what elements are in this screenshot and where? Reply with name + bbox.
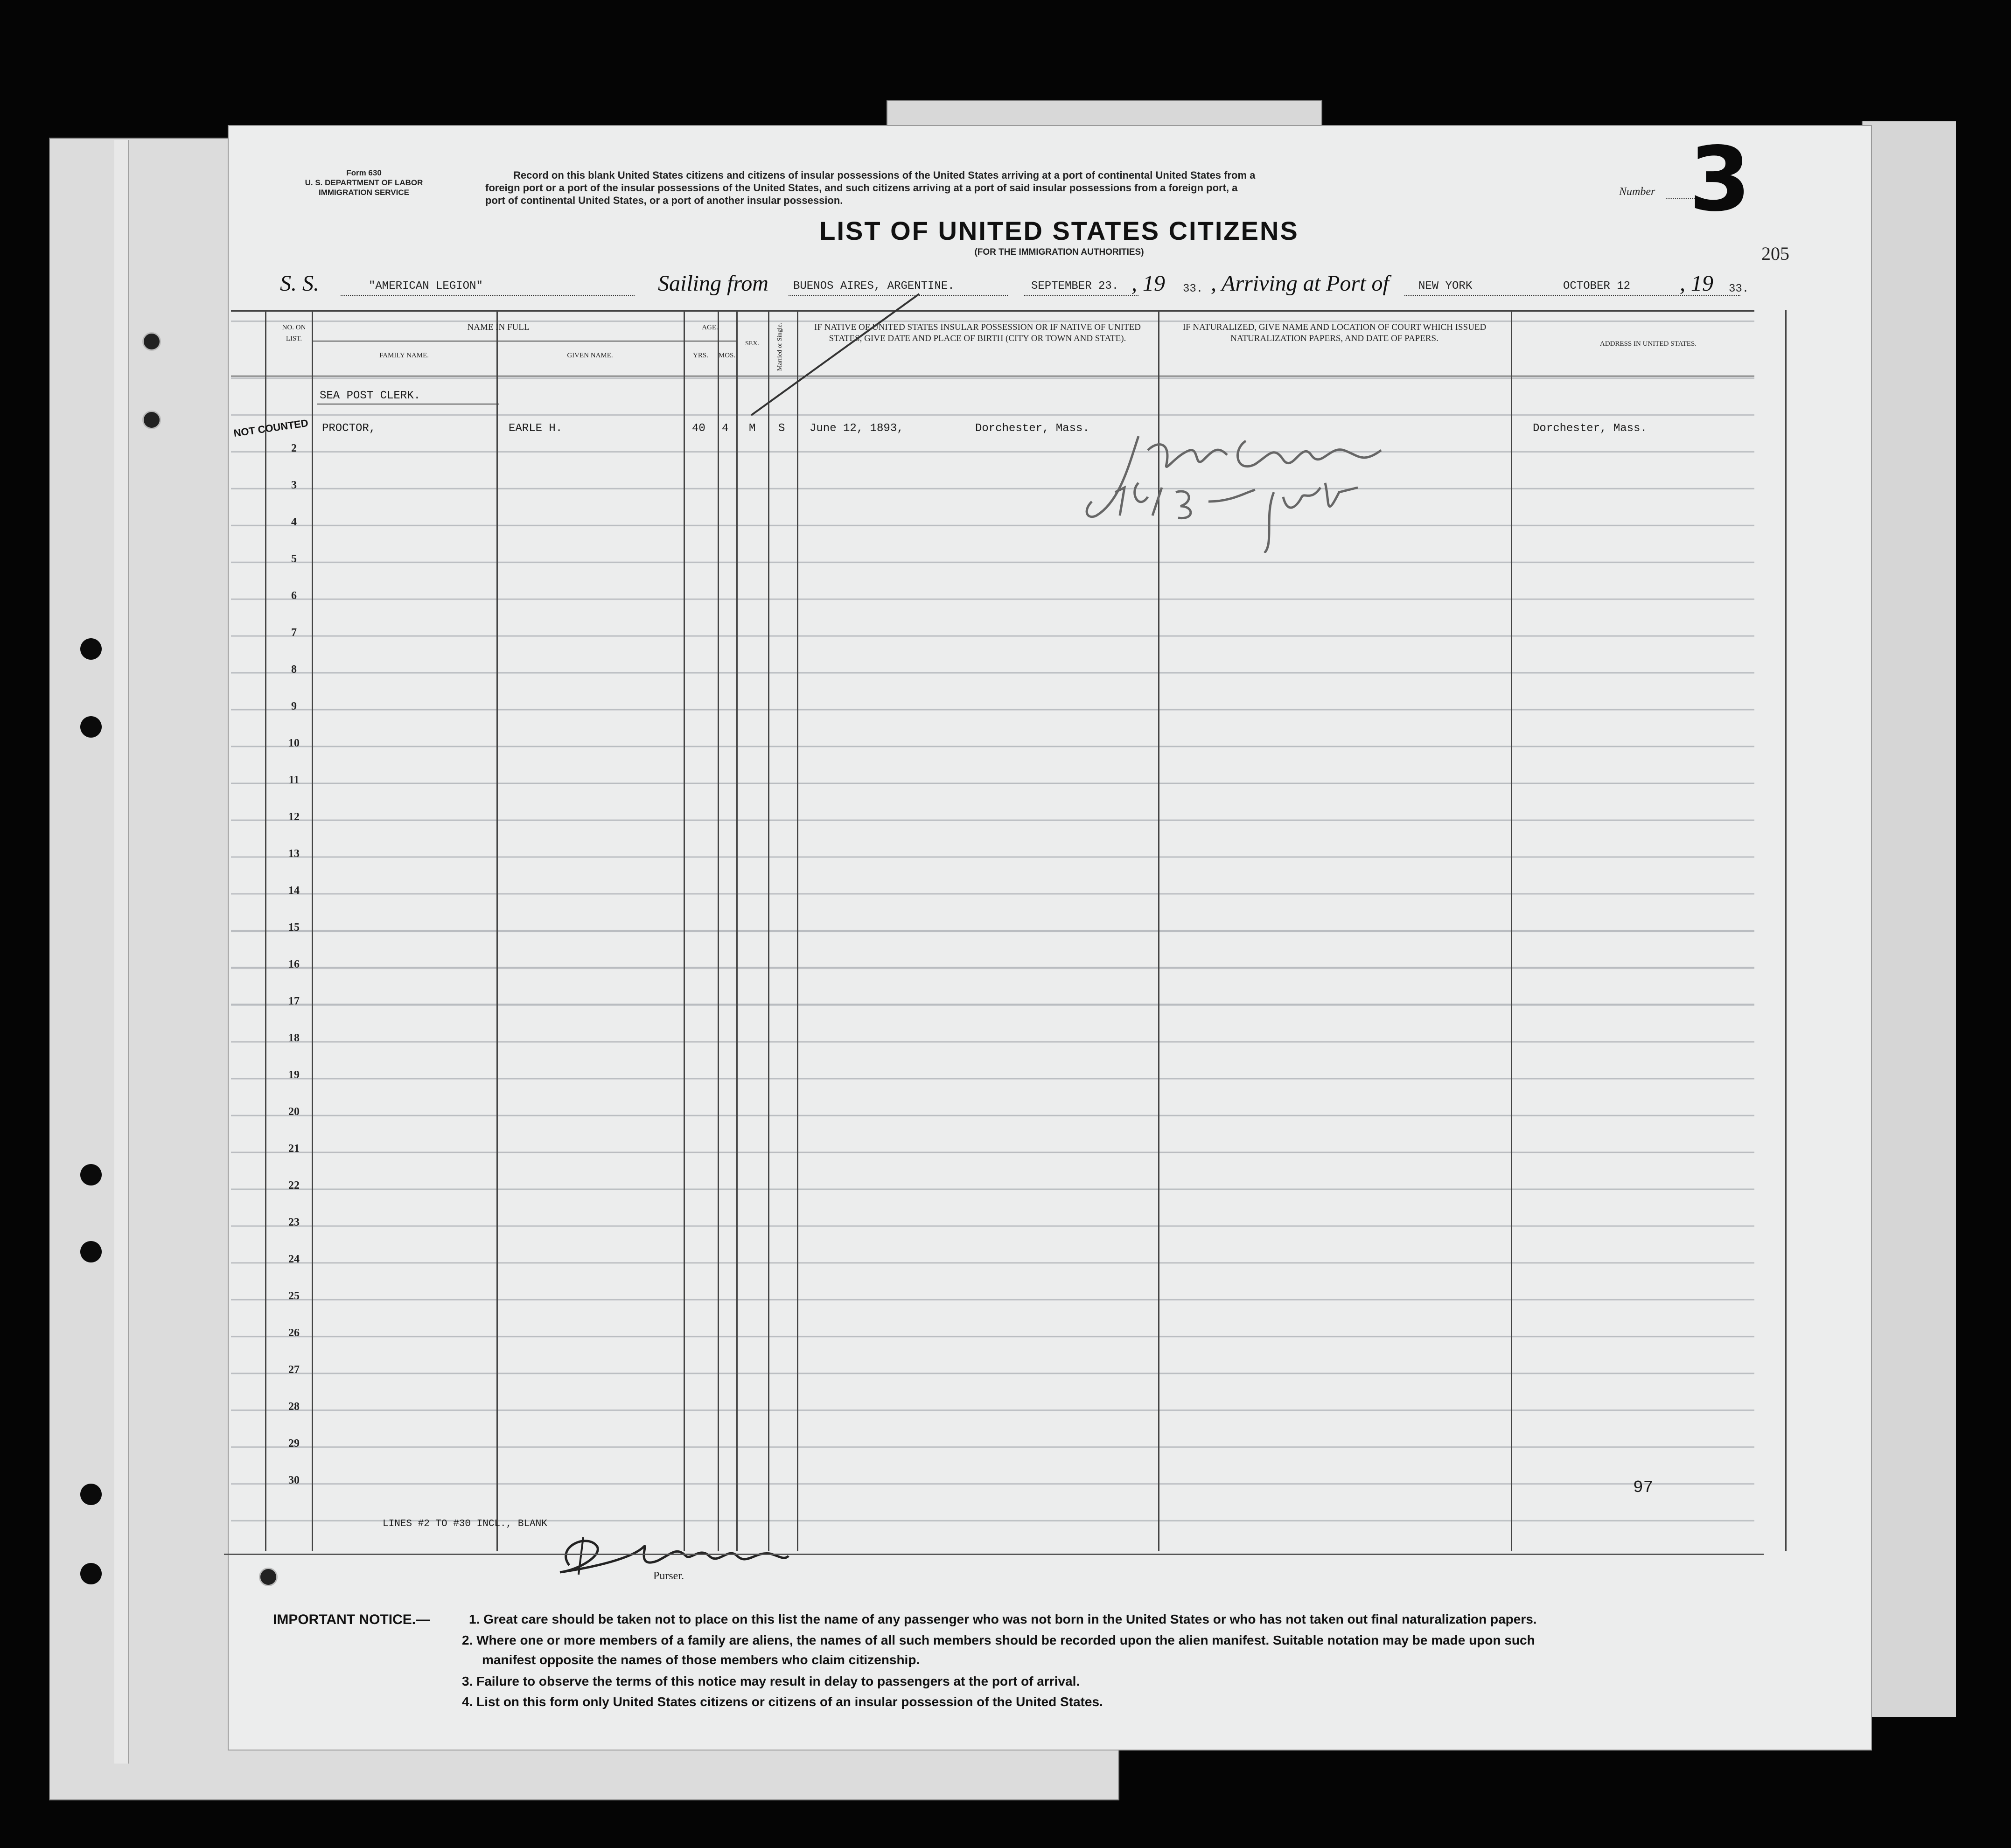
- notice-heading: IMPORTANT NOTICE.—: [273, 1612, 430, 1627]
- notice-item-1: 1. Great care should be taken not to place on this list the name of any passenger who was not born in the United States or who has not taken out final naturalization papers.: [469, 1612, 1537, 1626]
- age-years-cell: 40: [692, 422, 705, 435]
- notice-item-4: 4. List on this form only United States citizens or citizens of an insular possession of the United States.: [462, 1695, 1103, 1709]
- instruction-line: Record on this blank United States citizens and citizens of insular possessions of the United States arriving at a port of continental United States from a: [513, 169, 1256, 181]
- form-number: Form 630: [346, 168, 382, 177]
- table-column-rule: [768, 310, 769, 1551]
- list-number: 3: [1689, 128, 1751, 231]
- row-number: 22: [288, 1179, 300, 1192]
- tally-number: 97: [1633, 1478, 1654, 1497]
- row-number: 3: [291, 479, 297, 491]
- header-rule: [312, 341, 685, 342]
- date-field-line: [1024, 295, 1138, 296]
- header-age-years: YRS.: [693, 352, 708, 359]
- underlying-page-right: [1862, 121, 1956, 1717]
- row-number: 5: [291, 553, 297, 565]
- service-name: IMMIGRATION SERVICE: [319, 188, 409, 197]
- row-number: 11: [288, 774, 300, 786]
- row-number: 18: [288, 1032, 300, 1044]
- year-prefix: , 19: [1131, 271, 1165, 296]
- row-number: 12: [288, 811, 300, 823]
- row-number: 4: [291, 516, 297, 528]
- given-name-cell: EARLE H.: [509, 422, 563, 435]
- manifest-table: [231, 310, 1754, 1548]
- table-column-rule: [265, 310, 266, 1551]
- header-sex: SEX.: [745, 340, 759, 347]
- row-number: 13: [288, 848, 300, 860]
- header-naturalized: IF NATURALIZED, GIVE NAME AND LOCATION OF COURT WHICH ISSUED NATURALIZATION PAPERS, AND DATE OF PAPERS.: [1182, 322, 1487, 343]
- form-title: LIST OF UNITED STATES CITIZENS: [819, 216, 1299, 245]
- blank-lines-note: LINES #2 TO #30 INCL., BLANK: [383, 1519, 547, 1529]
- arrival-year: 33.: [1729, 283, 1749, 295]
- row-number: 17: [288, 995, 300, 1007]
- form-subtitle: (FOR THE IMMIGRATION AUTHORITIES): [974, 247, 1144, 257]
- not-counted-stamp: NOT COUNTED: [232, 417, 309, 439]
- binder-hole: [80, 1563, 102, 1584]
- binder-hole: [80, 1164, 102, 1186]
- header-rule: [684, 341, 736, 342]
- binder-hole: [80, 1484, 102, 1505]
- department-name: U. S. DEPARTMENT OF LABOR: [305, 178, 423, 187]
- header-no-on-list: NO. ON LIST.: [282, 324, 306, 342]
- sailing-from-label: Sailing from: [658, 271, 768, 296]
- family-name-cell: PROCTOR,: [322, 422, 376, 435]
- form-instructions: [485, 169, 1554, 207]
- header-name-in-full: NAME IN FULL: [467, 322, 530, 332]
- number-label: Number: [1619, 186, 1655, 198]
- page-number: 205: [1761, 243, 1789, 264]
- row-number: 6: [291, 590, 297, 602]
- row-number: 29: [288, 1437, 300, 1450]
- instruction-line: foreign port or a port of the insular possessions of the United States, and such citizens arriving at a port of said insular possessions from a foreign port, a: [485, 182, 1238, 194]
- pen-stroke: [747, 289, 924, 420]
- marital-cell: S: [778, 422, 785, 435]
- form-identifier: [280, 168, 448, 197]
- binder-strip: [114, 140, 129, 1764]
- sailing-year: 33.: [1183, 283, 1203, 295]
- year-prefix: , 19: [1680, 271, 1713, 296]
- header-birth: IF NATIVE OF UNITED STATES INSULAR POSSESSION OR IF NATIVE OF UNITED STATES, GIVE DATE AND PLACE OF BIRTH (CITY OR TOWN AND STATE).: [814, 322, 1141, 343]
- inspector-signature: [1078, 422, 1414, 553]
- row-number: 26: [288, 1327, 300, 1339]
- row-number: 7: [291, 627, 297, 639]
- sailing-from: BUENOS AIRES, ARGENTINE.: [793, 280, 955, 293]
- table-column-rule: [736, 310, 738, 1551]
- table-column-rule: [312, 310, 313, 1551]
- header-family-name: FAMILY NAME.: [379, 352, 429, 359]
- table-column-rule: [1511, 310, 1512, 1551]
- row-number: 14: [288, 885, 300, 897]
- occupation-line: SEA POST CLERK.: [320, 390, 421, 402]
- ship-field-line: [341, 295, 635, 296]
- binder-hole: [80, 716, 102, 738]
- arriving-label: , Arriving at Port of: [1211, 271, 1389, 296]
- row-number: 27: [288, 1364, 300, 1376]
- age-months-cell: 4: [722, 422, 729, 435]
- notice-item-2: 2. Where one or more members of a family are aliens, the names of all such members should be recorded upon the alien manifest. Suitable notation may be made upon such: [462, 1633, 1535, 1647]
- row-number: 20: [288, 1106, 300, 1118]
- arrival-date: OCTOBER 12: [1563, 280, 1631, 293]
- punch-hole: [142, 411, 161, 429]
- punch-hole: [259, 1568, 278, 1586]
- binder-hole: [80, 1241, 102, 1262]
- footer-rule: [224, 1554, 1764, 1555]
- row-number: 15: [288, 921, 300, 934]
- row-number: 28: [288, 1401, 300, 1413]
- instruction-line: port of continental United States, or a port of another insular possession.: [485, 195, 843, 206]
- row-number: 10: [288, 737, 300, 749]
- purser-label: Purser.: [653, 1570, 684, 1582]
- row-number: 30: [288, 1474, 300, 1486]
- row-number: 19: [288, 1069, 300, 1081]
- header-address: ADDRESS IN UNITED STATES.: [1599, 340, 1697, 348]
- header-rule: [231, 376, 1754, 377]
- row-number: 8: [291, 663, 297, 676]
- row-number: 21: [288, 1143, 300, 1155]
- notice-item-2-cont: manifest opposite the names of those members who claim citizenship.: [482, 1653, 920, 1667]
- ship-name: "AMERICAN LEGION": [369, 280, 483, 293]
- header-age-months: MOS.: [718, 352, 736, 359]
- table-column-rule: [684, 310, 685, 1551]
- sex-cell: M: [749, 422, 756, 435]
- binder-hole: [80, 638, 102, 660]
- notice-item-3: 3. Failure to observe the terms of this notice may result in delay to passengers at the port of arrival.: [462, 1674, 1080, 1688]
- header-age: AGE.: [702, 324, 718, 331]
- table-column-rule: [496, 310, 498, 1551]
- row-number: 9: [291, 700, 297, 712]
- punch-hole: [142, 332, 161, 351]
- birth-place-cell: Dorchester, Mass.: [975, 422, 1089, 435]
- table-column-rule: [797, 310, 798, 1551]
- ss-label: S. S.: [280, 271, 319, 296]
- row-number: 25: [288, 1290, 300, 1302]
- arrival-port: NEW YORK: [1418, 280, 1473, 293]
- row-number: 24: [288, 1253, 300, 1265]
- row-number: 2: [291, 442, 297, 454]
- table-column-rule: [718, 310, 719, 1551]
- address-cell: Dorchester, Mass.: [1533, 422, 1647, 435]
- row-number: 23: [288, 1216, 300, 1228]
- birth-date-cell: June 12, 1893,: [810, 422, 904, 435]
- header-given-name: GIVEN NAME.: [567, 352, 613, 359]
- sailing-date: SEPTEMBER 23.: [1031, 280, 1119, 293]
- header-married-single: Married or Single.: [776, 322, 783, 371]
- table-column-rule: [1785, 310, 1787, 1551]
- row-number: 16: [288, 958, 300, 970]
